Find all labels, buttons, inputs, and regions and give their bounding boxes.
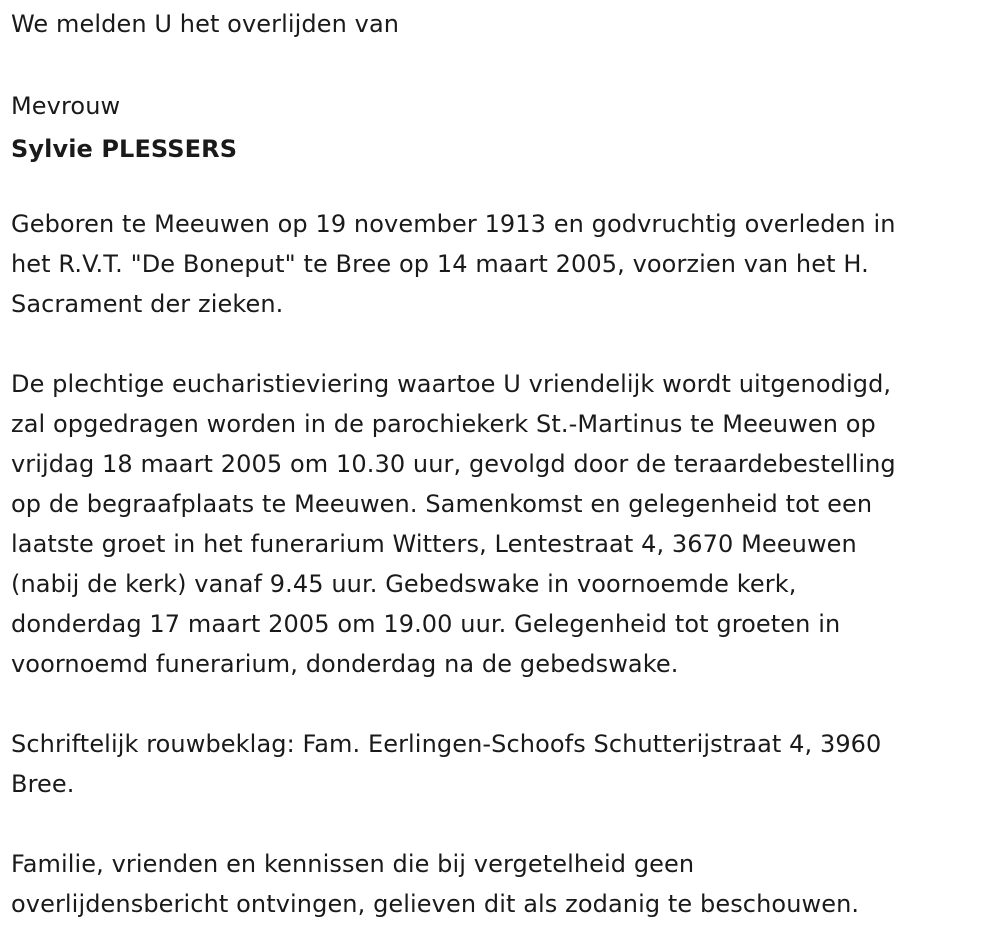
- paragraph-line: (nabij de kerk) vanaf 9.45 uur. Gebedswake in voornoemde kerk,: [11, 570, 797, 598]
- paragraph-line: op de begraafplaats te Meeuwen. Samenkomst en gelegenheid tot een: [11, 490, 873, 518]
- paragraph-line: donderdag 17 maart 2005 om 19.00 uur. Gelegenheid tot groeten in: [11, 610, 841, 638]
- paragraph-line: Sacrament der zieken.: [11, 290, 284, 318]
- paragraph-line: overlijdensbericht ontvingen, gelieven dit als zodanig te beschouwen.: [11, 890, 860, 918]
- funeral-service-paragraph: [11, 364, 990, 684]
- paragraph-line: Bree.: [11, 770, 75, 798]
- honorific: Mevrouw: [11, 92, 121, 120]
- birth-death-paragraph: [11, 204, 990, 324]
- paragraph-line: De plechtige eucharistieviering waartoe U vriendelijk wordt uitgenodigd,: [11, 370, 892, 398]
- intro-text: We melden U het overlijden van: [11, 10, 400, 38]
- paragraph-line: het R.V.T. "De Boneput" te Bree op 14 maart 2005, voorzien van het H.: [11, 250, 869, 278]
- paragraph-line: zal opgedragen worden in de parochiekerk St.-Martinus te Meeuwen op: [11, 410, 876, 438]
- paragraph-line: Schriftelijk rouwbeklag: Fam. Eerlingen-Schoofs Schutterijstraat 4, 3960: [11, 730, 882, 758]
- paragraph-line: laatste groet in het funerarium Witters, Lentestraat 4, 3670 Meeuwen: [11, 530, 857, 558]
- family-note-paragraph: [11, 844, 990, 924]
- deceased-name: Sylvie PLESSERS: [11, 135, 238, 163]
- paragraph-line: vrijdag 18 maart 2005 om 10.30 uur, gevolgd door de teraardebestelling: [11, 450, 896, 478]
- paragraph-line: Familie, vrienden en kennissen die bij vergetelheid geen: [11, 850, 695, 878]
- condolence-paragraph: [11, 724, 990, 804]
- paragraph-line: voornoemd funerarium, donderdag na de gebedswake.: [11, 650, 679, 678]
- paragraph-line: Geboren te Meeuwen op 19 november 1913 en godvruchtig overleden in: [11, 210, 896, 238]
